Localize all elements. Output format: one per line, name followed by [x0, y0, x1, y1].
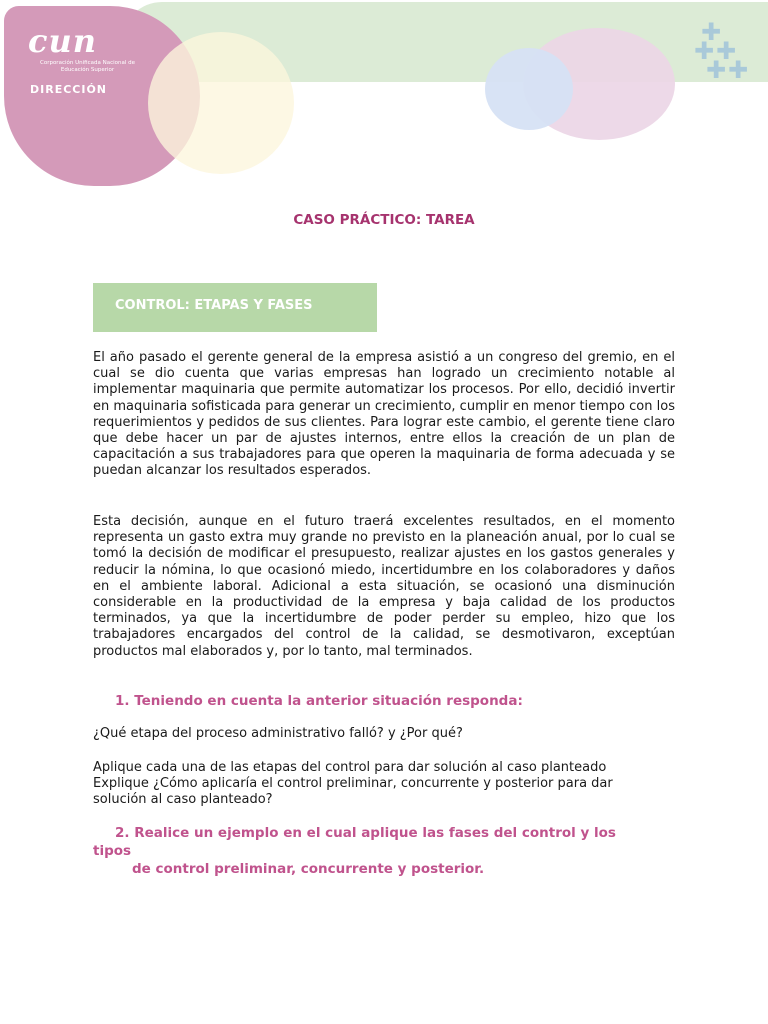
decorative-cream-circle	[148, 32, 294, 174]
decorative-blue-circle	[485, 48, 573, 130]
plus-icon: ✚	[728, 56, 749, 84]
question-2-heading-line3: de control preliminar, concurrente y posterior.	[132, 861, 485, 877]
section-banner	[93, 283, 377, 332]
logo-subtitle: Corporación Unificada Nacional de Educación Superior	[39, 60, 136, 73]
question-1a: ¿Qué etapa del proceso administrativo falló? y ¿Por qué?	[93, 726, 463, 741]
page-title: CASO PRÁCTICO: TAREA	[293, 212, 475, 228]
paragraph-1: El año pasado el gerente general de la empresa asistió a un congreso del gremio, en el cual se dio cuenta que varias empresas han logrado un crecimiento notable al implementar maquinaria que permite automatizar los procesos. Por ello, decidió invertir en maquinaria sofisticada para generar un crecimiento, cumplir en menor tiempo con los requerimientos y pedidos de sus clientes. Para lograr este cambio, el gerente tiene claro que debe hacer un par de ajustes internos, entre ellos la creación de un plan de capacitación a sus trabajadores para que operen la maquinaria de forma adecuada y se puedan alcanzar los resultados esperados.	[93, 350, 675, 479]
section-label: CONTROL: ETAPAS Y FASES	[115, 298, 313, 313]
department-label: DIRECCIÓN	[30, 83, 108, 96]
question-1c: Explique ¿Cómo aplicaría el control preliminar, concurrente y posterior para dar solución al caso planteado?	[93, 776, 613, 808]
plus-icon: ✚	[716, 37, 737, 65]
plus-icon: ✚	[701, 18, 722, 46]
question-1b: Aplique cada una de las etapas del control para dar solución al caso planteado	[93, 760, 607, 775]
question-2-heading-line1: 2. Realice un ejemplo en el cual aplique las fases del control y los	[115, 825, 616, 841]
plus-icon: ✚	[694, 37, 715, 65]
question-1-heading: 1. Teniendo en cuenta la anterior situación responda:	[115, 693, 523, 709]
cun-logo: cun	[28, 22, 98, 60]
plus-icon: ✚	[706, 56, 727, 84]
question-2-heading-line2: tipos	[93, 843, 132, 859]
paragraph-2: Esta decisión, aunque en el futuro traerá excelentes resultados, en el momento representa un gasto extra muy grande no previsto en la planeación anual, por lo cual se tomó la decisión de modificar el presupuesto, realizar ajustes en los gastos generales y reducir la nómina, lo que ocasionó miedo, incertidumbre en los colaboradores y daños en el ambiente laboral. Adicional a esta situación, se ocasionó una disminución considerable en la productividad de la empresa y baja calidad de los productos terminados, ya que la incertidumbre de poder perder su empleo, hizo que los trabajadores encargados del control de la calidad, se desmotivaron, exceptúan productos mal elaborados y, por lo tanto, mal terminados.	[93, 514, 675, 659]
